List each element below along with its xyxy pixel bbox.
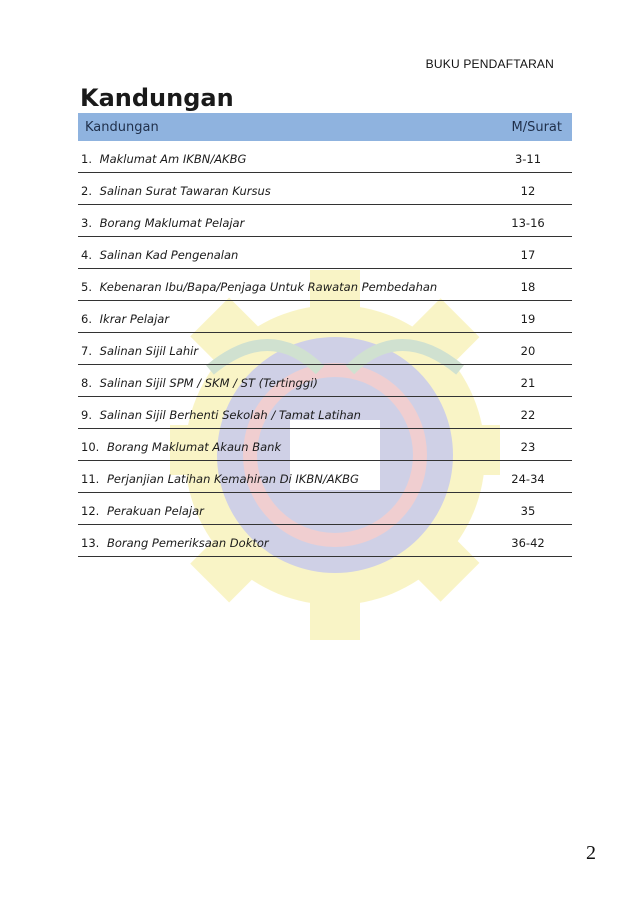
- toc-number: 2.: [81, 184, 92, 198]
- toc-row: [78, 333, 572, 365]
- toc-page: 19: [520, 312, 536, 326]
- toc-entry: [81, 280, 437, 294]
- toc-entry: [81, 440, 281, 454]
- toc-entry: [81, 536, 269, 550]
- toc-number: 11.: [81, 472, 100, 486]
- toc-page: 13-16: [511, 216, 545, 230]
- toc-text: Salinan Kad Pengenalan: [99, 248, 239, 262]
- toc-row: [78, 237, 572, 269]
- toc-text: Borang Maklumat Pelajar: [99, 216, 245, 230]
- toc-text: Borang Maklumat Akaun Bank: [106, 440, 282, 454]
- toc-page: 35: [520, 504, 536, 518]
- toc-page: 23: [520, 440, 536, 454]
- toc-row: [78, 269, 572, 301]
- toc-header-contents: Kandungan: [85, 119, 159, 135]
- toc-number: 4.: [81, 248, 92, 262]
- toc-row: [78, 205, 572, 237]
- toc-number: 3.: [81, 216, 92, 230]
- toc-text: Perakuan Pelajar: [106, 504, 204, 518]
- toc-text: Salinan Sijil Berhenti Sekolah / Tamat Latihan: [99, 408, 361, 422]
- toc-number: 12.: [81, 504, 100, 518]
- toc-row: [78, 173, 572, 205]
- toc-text: Ikrar Pelajar: [99, 312, 170, 326]
- toc-number: 8.: [81, 376, 92, 390]
- toc-header-page: M/Surat: [511, 119, 562, 135]
- toc-text: Borang Pemeriksaan Doktor: [106, 536, 269, 550]
- toc-entry: [81, 504, 204, 518]
- toc-number: 13.: [81, 536, 100, 550]
- toc-entry: [81, 376, 318, 390]
- toc-text: Kebenaran Ibu/Bapa/Penjaga Untuk Rawatan Pembedahan: [99, 280, 438, 294]
- toc-text: Maklumat Am IKBN/AKBG: [99, 152, 247, 166]
- toc-entry: [81, 344, 198, 358]
- toc-page: 12: [520, 184, 536, 198]
- toc-page: 3-11: [514, 152, 542, 166]
- toc-page: 21: [520, 376, 536, 390]
- toc-entry: [81, 184, 271, 198]
- toc-row: [78, 493, 572, 525]
- toc-entry: [81, 472, 359, 486]
- toc-row: [78, 429, 572, 461]
- table-of-contents: [78, 113, 572, 557]
- toc-text: Salinan Surat Tawaran Kursus: [99, 184, 271, 198]
- toc-row: [78, 397, 572, 429]
- toc-entry: [81, 248, 238, 262]
- toc-page: 36-42: [511, 536, 545, 550]
- toc-row: [78, 365, 572, 397]
- toc-row: [78, 141, 572, 173]
- toc-text: Salinan Sijil Lahir: [99, 344, 199, 358]
- toc-number: 6.: [81, 312, 92, 326]
- toc-page: 20: [520, 344, 536, 358]
- toc-page: 18: [520, 280, 536, 294]
- toc-page: 24-34: [511, 472, 545, 486]
- toc-row: [78, 461, 572, 493]
- toc-number: 5.: [81, 280, 92, 294]
- toc-entry: [81, 216, 244, 230]
- toc-entry: [81, 312, 169, 326]
- toc-number: 10.: [81, 440, 100, 454]
- toc-text: Perjanjian Latihan Kemahiran Di IKBN/AKBG: [106, 472, 359, 486]
- toc-row: [78, 525, 572, 557]
- toc-number: 7.: [81, 344, 92, 358]
- toc-header-row: [78, 113, 572, 141]
- toc-page: 17: [520, 248, 536, 262]
- toc-number: 9.: [81, 408, 92, 422]
- toc-entry: [81, 152, 246, 166]
- page-title: Kandungan: [80, 84, 234, 112]
- toc-page: 22: [520, 408, 536, 422]
- toc-number: 1.: [81, 152, 92, 166]
- document-header-label: BUKU PENDAFTARAN: [425, 57, 554, 71]
- toc-text: Salinan Sijil SPM / SKM / ST (Tertinggi): [99, 376, 318, 390]
- toc-entry: [81, 408, 361, 422]
- page-number: 2: [586, 842, 596, 864]
- toc-row: [78, 301, 572, 333]
